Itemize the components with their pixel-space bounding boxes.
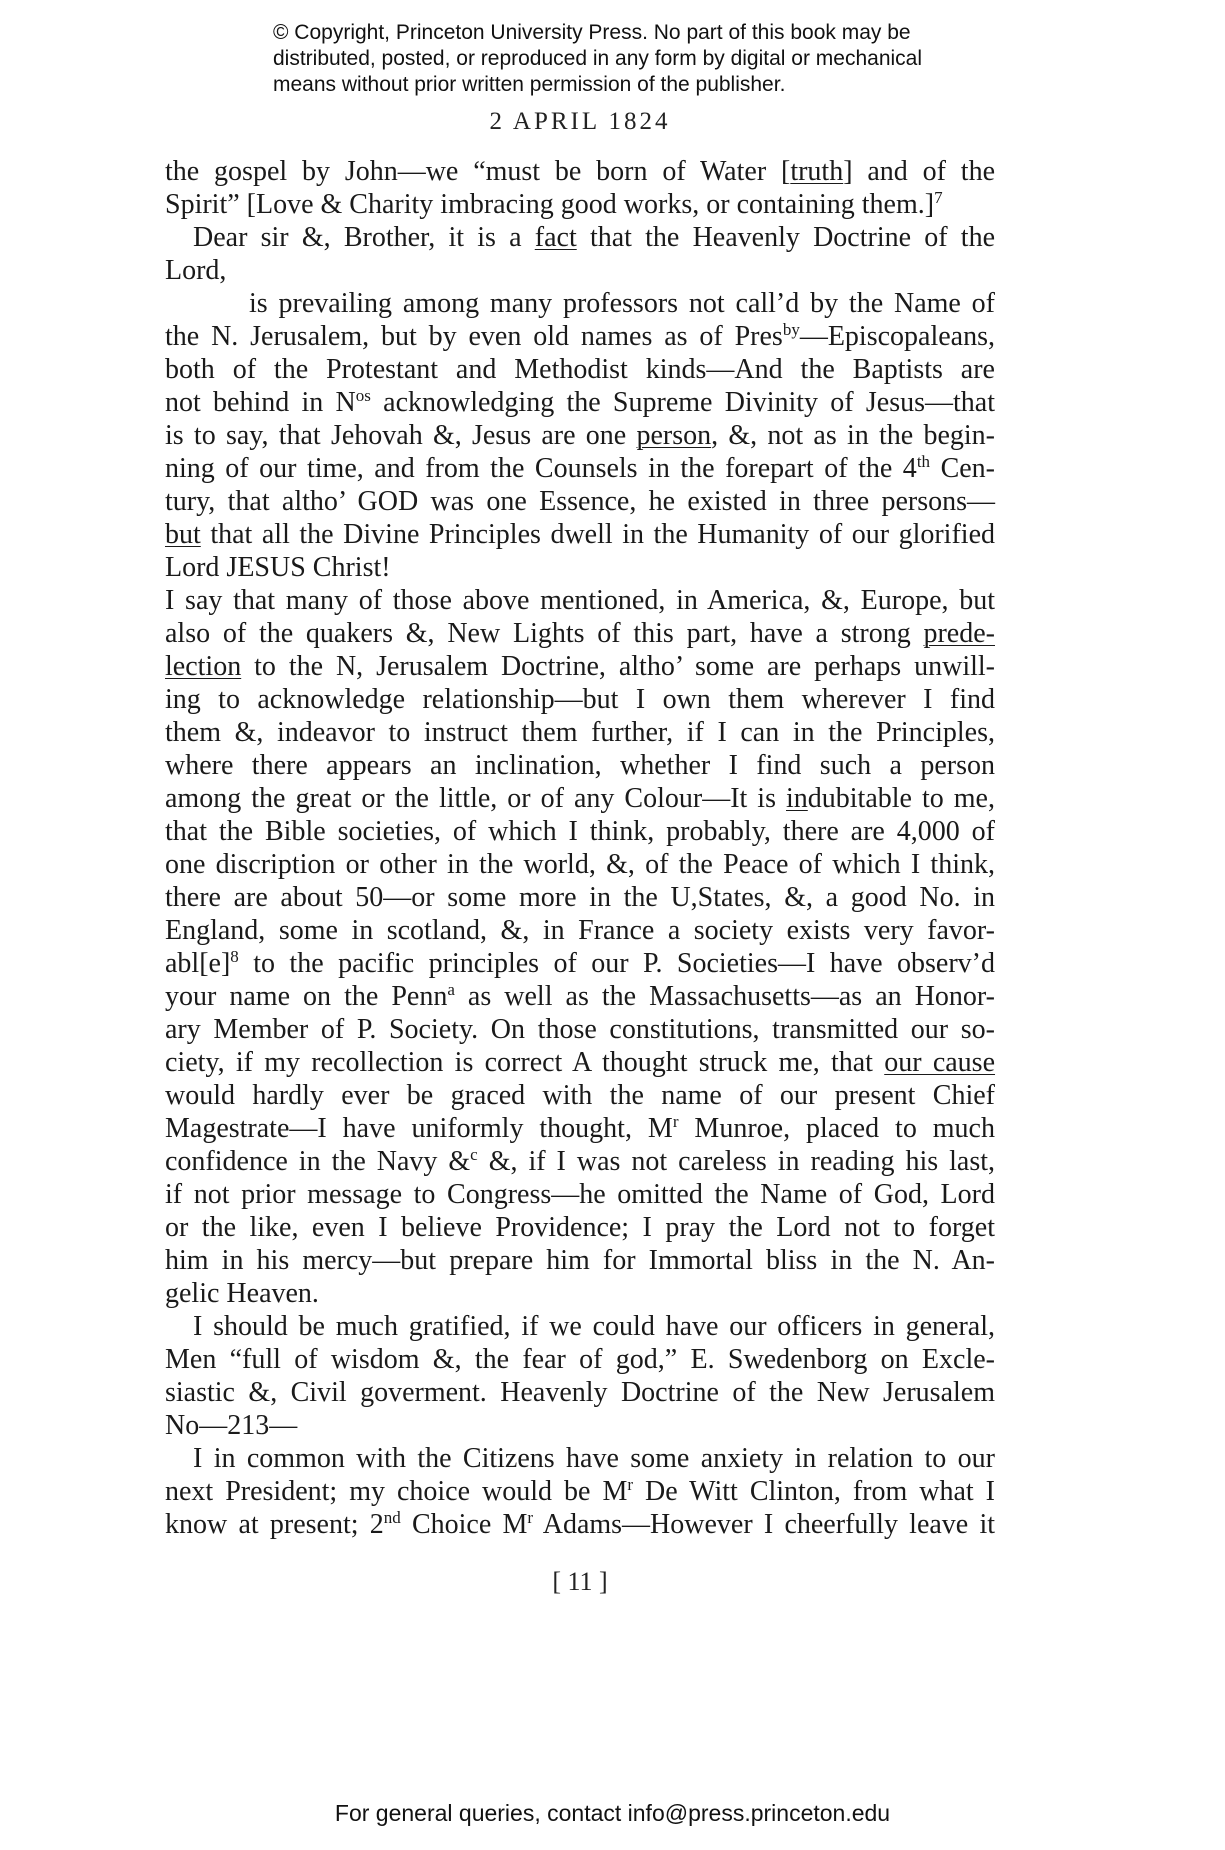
text-line: confidence in the Navy &$^c$ &, if I was not careless in reading his last,: [165, 1145, 995, 1177]
text-line: is to say, that Jehovah &, Jesus are one person, &, not as in the begin-: [165, 420, 996, 451]
text-line: both of the Protestant and Methodist kinds—And the Baptists are: [165, 354, 995, 385]
text-line: the gospel by John—we “must be born of Water [truth] and of the: [165, 156, 995, 187]
text-line: your name on the Penn$^a$ as well as the Massachusetts—as an Honor-: [165, 980, 996, 1012]
text-line: ary Member of P. Society. On those constitutions, transmitted our so-: [165, 1014, 995, 1045]
text-line: I in common with the Citizens have some anxiety in relation to our: [193, 1443, 995, 1474]
text-line: there are about 50—or some more in the U,States, &, a good No. in: [165, 882, 995, 913]
letter-body: [165, 155, 995, 1541]
text-line: England, some in scotland, &, in France a society exists very favor-: [165, 915, 995, 946]
copyright-notice: [273, 20, 993, 98]
running-head: 2 APRIL 1824: [489, 108, 671, 135]
footnote-marker: 8: [230, 947, 239, 966]
page-number: [ 11 ]: [552, 1567, 608, 1596]
text-line: I should be much gratified, if we could have our officers in general,: [193, 1311, 995, 1342]
text-line: Lord,: [165, 255, 227, 286]
copyright-line: © Copyright, Princeton University Press. No part of this book may be: [273, 21, 911, 44]
underlined-word: lection: [165, 651, 242, 682]
text-line: ing to acknowledge relationship—but I own them wherever I find: [165, 684, 995, 715]
underlined-word: truth: [790, 156, 844, 187]
text-line: one discription or other in the world, &, of the Peace of which I think,: [165, 849, 995, 880]
text-line: among the great or the little, or of any Colour—It is indubitable to me,: [165, 783, 995, 814]
text-line: that the Bible societies, of which I think, probably, there are 4,000 of: [165, 816, 995, 847]
text-line: $abl[e]^8$ to the pacific principles of our P. Societies—I have observ’d: [165, 947, 995, 979]
underlined-word: person: [636, 420, 712, 451]
text-line: Magestrate—I have uniformly thought, $M^r$ Munroe, placed to much: [165, 1112, 995, 1144]
text-line: No—213—: [165, 1410, 298, 1441]
text-line: I say that many of those above mentioned, in America, &, Europe, but: [165, 585, 995, 616]
text-line: know at present; 2nd Choice $M^r$ Adams—However I cheerfully leave it: [165, 1508, 996, 1540]
footer-contact: For general queries, contact info@press.princeton.edu: [334, 1800, 891, 1826]
text-line: him in his mercy—but prepare him for Immortal bliss in the N. An-: [165, 1245, 995, 1276]
text-line: if not prior message to Congress—he omitted the Name of God, Lord: [165, 1179, 995, 1210]
text-line: Men “full of wisdom &, the fear of god,” E. Swedenborg on Excle-: [165, 1344, 995, 1375]
text-line: lection to the N, Jerusalem Doctrine, altho’ some are perhaps unwill-: [165, 651, 995, 682]
underlined-word: fact: [534, 222, 577, 253]
text-line: but that all the Divine Principles dwell in the Humanity of our glorified: [165, 519, 995, 550]
text-line: tury, that altho’ GOD was one Essence, he existed in three persons—: [165, 486, 995, 517]
copyright-line: means without prior written permission of the publisher.: [273, 73, 786, 96]
text-line: not behind in $N^{os}$ acknowledging the Supreme Divinity of Jesus—that: [165, 386, 995, 418]
underlined-word: but: [165, 519, 201, 550]
text-line: the N. Jerusalem, but by even old names as of Pres$^{by}$—Episcopaleans,: [165, 320, 995, 352]
footnote-marker: 7: [934, 188, 943, 207]
text-line: gelic Heaven.: [165, 1278, 319, 1309]
text-line: also of the quakers &, New Lights of this part, have a strong prede-: [165, 618, 995, 649]
text-line: where there appears an inclination, whether I find such a person: [165, 750, 995, 781]
copyright-line: distributed, posted, or reproduced in any form by digital or mechanical: [273, 47, 923, 70]
text-line: siastic &, Civil goverment. Heavenly Doctrine of the New Jerusalem: [165, 1377, 995, 1408]
text-line: is prevailing among many professors not call’d by the Name of: [249, 288, 995, 319]
underlined-word: in: [786, 783, 808, 814]
text-line: would hardly ever be graced with the name of our present Chief: [165, 1080, 995, 1111]
underlined-word: prede-: [923, 618, 995, 649]
text-line: next President; my choice would be $M^r$ De Witt Clinton, from what I: [165, 1475, 996, 1507]
text-line: Lord JESUS Christ!: [165, 552, 391, 583]
underlined-word: our cause: [884, 1047, 996, 1078]
text-line: or the like, even I believe Providence; I pray the Lord not to forget: [165, 1212, 995, 1243]
text-line: ning of our time, and from the Counsels in the forepart of the 4th Cen-: [165, 452, 995, 484]
text-line: Dear sir &, Brother, it is a fact that the Heavenly Doctrine of the: [193, 222, 995, 253]
text-line: Spirit” [Love & Charity imbracing good works, or containing them.]$^7$: [165, 188, 943, 220]
text-line: ciety, if my recollection is correct A thought struck me, that our cause: [165, 1047, 996, 1078]
text-line: them &, indeavor to instruct them further, if I can in the Principles,: [165, 717, 995, 748]
